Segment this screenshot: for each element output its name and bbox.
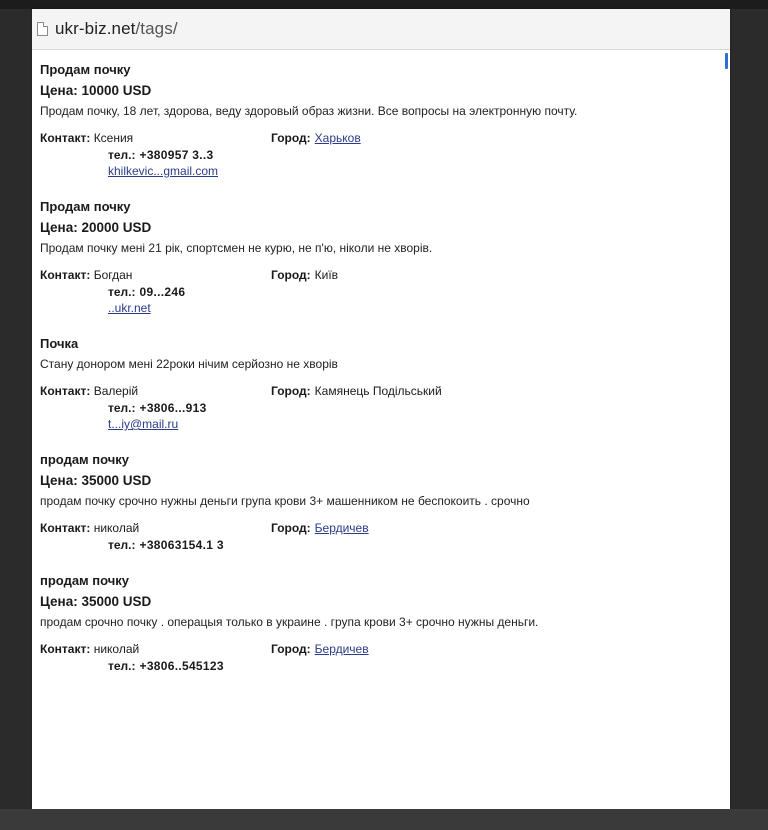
- contact-block: [40, 383, 716, 432]
- city-value: Камянець Подільський: [314, 384, 442, 398]
- contact-name: Богдан: [93, 268, 133, 282]
- contact-block: [40, 520, 716, 553]
- contact-name: Ксения: [93, 131, 134, 145]
- ad-title: Продам почку: [40, 199, 131, 214]
- url-text[interactable]: [55, 19, 178, 39]
- ad-price: Цена: 35000 USD: [40, 473, 152, 488]
- city-label: Город:: [271, 642, 311, 656]
- ad-description: Продам почку мені 21 рік, спортсмен не курю, не п'ю, ніколи не хворів.: [40, 241, 433, 255]
- ad-item: [40, 199, 716, 316]
- city-value: Київ: [314, 268, 339, 282]
- screen-bottom-strip: [0, 809, 768, 830]
- city-label: Город:: [271, 131, 311, 145]
- address-bar[interactable]: [32, 9, 730, 50]
- ad-title: Почка: [40, 336, 79, 351]
- city-link[interactable]: Бердичев: [314, 521, 369, 535]
- email-link[interactable]: khilkevic...gmail.com: [108, 164, 219, 178]
- page-icon: [37, 22, 48, 36]
- ad-price: Цена: 20000 USD: [40, 220, 152, 235]
- phone-value: +38063154.1 3: [139, 537, 224, 552]
- browser-window: [32, 9, 730, 809]
- ad-price: Цена: 10000 USD: [40, 83, 152, 98]
- phone-label: тел.:: [108, 147, 136, 162]
- url-host: ukr-biz.net: [55, 19, 136, 38]
- phone-value: +380957 3..3: [139, 147, 214, 162]
- phone-value: +3806..545123: [139, 658, 224, 673]
- ad-title: Продам почку: [40, 62, 131, 77]
- url-path: /tags/: [135, 19, 178, 38]
- contact-block: [40, 130, 716, 179]
- city-label: Город:: [271, 384, 311, 398]
- ad-price: Цена: 35000 USD: [40, 594, 152, 609]
- phone-label: тел.:: [108, 658, 136, 673]
- ad-description: продам срочно почку . операцыя только в украине . група крови 3+ срочно нужны деньги.: [40, 615, 539, 629]
- email-link[interactable]: t...iy@mail.ru: [108, 417, 179, 431]
- ads-list: [32, 50, 730, 674]
- contact-label: Контакт:: [40, 521, 91, 535]
- contact-name: николай: [93, 642, 140, 656]
- contact-label: Контакт:: [40, 131, 91, 145]
- phone-value: +3806...913: [139, 400, 207, 415]
- contact-label: Контакт:: [40, 642, 91, 656]
- ad-item: [40, 452, 716, 553]
- ad-item: [40, 336, 716, 432]
- scrollbar-thumb[interactable]: [725, 53, 728, 69]
- ad-title: продам почку: [40, 573, 130, 588]
- ad-description: продам почку срочно нужны деньги група крови 3+ машенником не беспокоить . срочно: [40, 494, 530, 508]
- phone-label: тел.:: [108, 537, 136, 552]
- ad-item: [40, 573, 716, 674]
- contact-name: николай: [93, 521, 140, 535]
- ad-description: Стану донором мені 22роки нічим серйозно не хворів: [40, 357, 338, 371]
- contact-name: Валерій: [93, 384, 139, 398]
- contact-label: Контакт:: [40, 384, 91, 398]
- phone-label: тел.:: [108, 400, 136, 415]
- email-link[interactable]: ..ukr.net: [108, 301, 151, 315]
- ad-item: [40, 62, 716, 179]
- ad-title: продам почку: [40, 452, 130, 467]
- city-label: Город:: [271, 268, 311, 282]
- city-label: Город:: [271, 521, 311, 535]
- contact-label: Контакт:: [40, 268, 91, 282]
- ad-description: Продам почку, 18 лет, здорова, веду здоровый образ жизни. Все вопросы на электронную почту.: [40, 104, 578, 118]
- phone-label: тел.:: [108, 284, 136, 299]
- city-link[interactable]: Харьков: [314, 131, 361, 145]
- contact-block: [40, 267, 716, 316]
- city-link[interactable]: Бердичев: [314, 642, 369, 656]
- contact-block: [40, 641, 716, 674]
- screen-top-strip: [0, 0, 768, 9]
- phone-value: 09...246: [139, 284, 186, 299]
